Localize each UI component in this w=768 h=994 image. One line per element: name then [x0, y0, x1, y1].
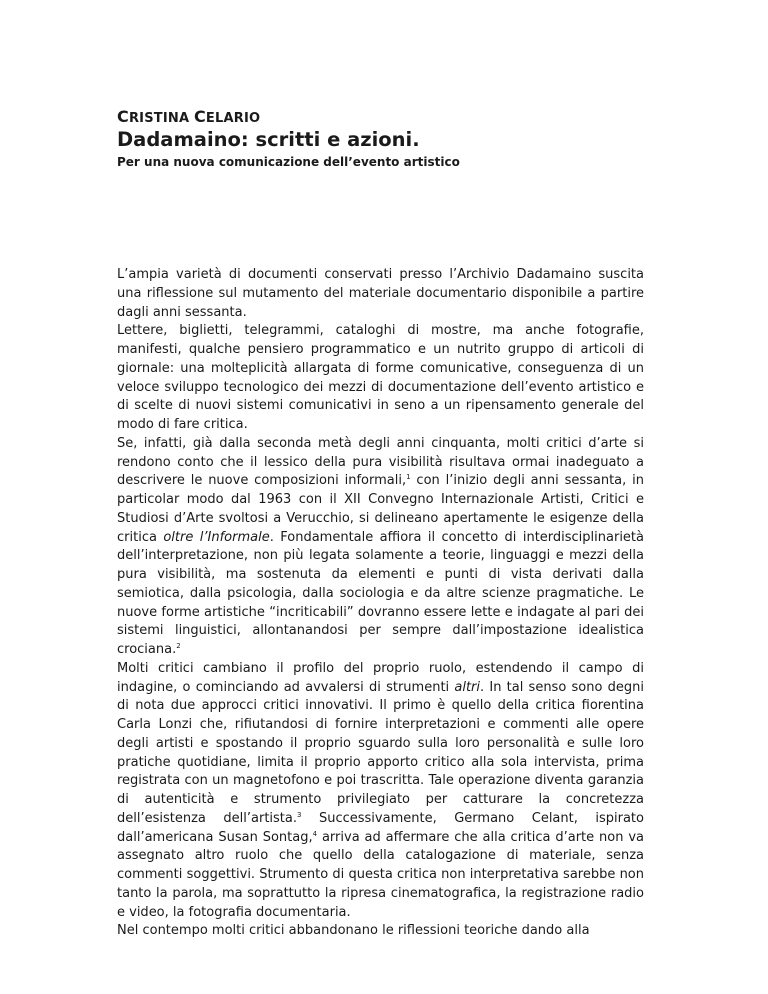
- article-title: Dadamaino: scritti e azioni.: [117, 128, 420, 151]
- footnote-ref-4: 4: [312, 829, 318, 838]
- article-subtitle: Per una nuova comunicazione dell’evento artistico: [117, 155, 460, 169]
- paragraph-5: Nel contempo molti critici abbandonano le riflessioni teoriche dando alla: [117, 923, 590, 939]
- footnote-ref-1: 1: [406, 473, 411, 482]
- paragraph-1: L’ampia varietà di documenti conservati presso l’Archivio Dadamaino suscita una riflessione sul mutamento del materiale documentario disponibile a partire dagli anni sessanta.: [117, 267, 644, 320]
- article-body: [117, 266, 644, 941]
- footnote-ref-2: 2: [176, 642, 181, 650]
- paragraph-4: Molti critici cambiano il profilo del proprio ruolo, estendendo il campo di indagine, o cominciando ad avvalersi di strumenti altri. In tal senso sono degni di nota due approcci critici innovativi. Il primo è quello della critica fiorentina Carla Lonzi che, rifiutandosi di fornire interpretazioni e commenti alle opere degli artisti e spostando il proprio sguardo sulla loro personalità e sulle loro pratiche quotidiane, limita il proprio apporto critico alla sola intervista, prima registrata con un magnetofono e poi trascritta. Tale operazione diventa garanzia di autenticità e strumento privilegiato per catturare la concretezza dell’esistenza dell’artista.$^3$ Successivamente, Germano Celant, ispirato dall’americana Susan Sontag,$^4$ arriva ad affermare che alla critica d’arte non va assegnato altro ruolo che quello della catalogazione di materiale, senza commenti soggettivi. Strumento di questa critica non interpretativa sarebbe non tanto la parola, ma soprattutto la ripresa cinematografica, la registrazione radio e video, la fotografia documentaria.: [117, 660, 644, 920]
- footnote-ref-3: 3: [297, 810, 302, 819]
- paragraph-3: Se, infatti, già dalla seconda metà degli anni cinquanta, molti critici d’arte si rendono conto che il lessico della pura visibilità risultava ormai inadeguato a descrivere le nuove composizioni informali,$^1$ con l’inizio degli anni sessanta, in particolar modo dal 1963 con il XII Convegno Internazionale Artisti, Critici e Studiosi d’Arte svoltosi a Verucchio, si delineano apertamente le esigenze della critica oltre l’Informale. Fondamentale affiora il concetto di interdisciplinarietà dell’interpretazione, non più legata solamente a teorie, linguaggi e mezzi della pura visibilità, ma sostenuta da elementi e punti di vista derivati dalla semiotica, dalla psicologia, dalla sociologia e da altre scienze pragmatiche. Le nuove forme artistiche “incriticabili” dovranno essere lette e indagate al pari dei sistemi linguistici, allontanandosi per sempre dall’impostazione idealistica crociana.$^2$: [117, 435, 644, 657]
- paragraph-2: Lettere, biglietti, telegrammi, cataloghi di mostre, ma anche fotografie, manifesti, qualche pensiero programmatico e un nutrito gruppo di articoli di giornale: una molteplicità allargata di forme comunicative, conseguenza di un veloce sviluppo tecnologico dei mezzi di documentazione dell’evento artistico e di scelte di nuovi sistemi comunicativi in seno a un ripensamento generale del modo di fare critica.: [117, 323, 644, 432]
- author-name: CRISTINA CELARIO: [117, 107, 261, 126]
